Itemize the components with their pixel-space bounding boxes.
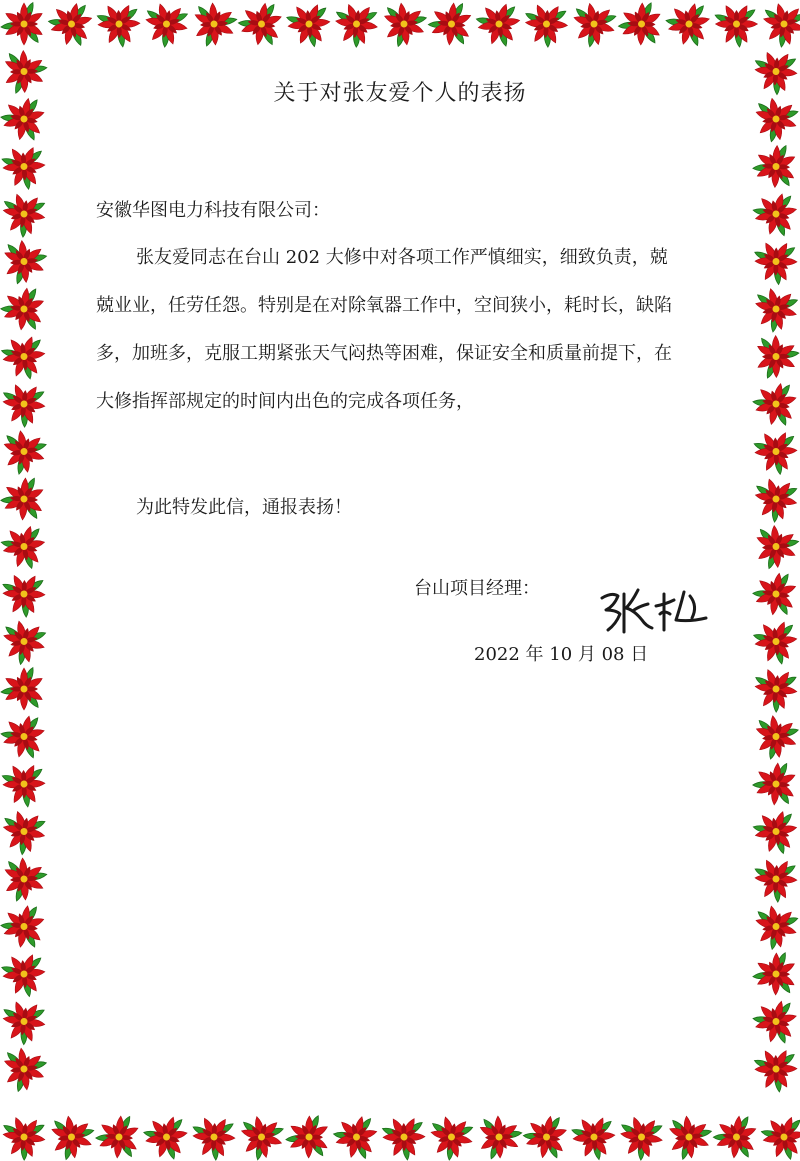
poinsettia-flower (753, 0, 800, 53)
poinsettia-flower (0, 230, 54, 290)
poinsettia-flower (745, 467, 800, 528)
poinsettia-flower (0, 753, 52, 811)
poinsettia-flower (748, 186, 800, 240)
poinsettia-flower (755, 1108, 800, 1161)
poinsettia-flower (470, 0, 525, 51)
poinsettia-flower (1, 667, 44, 710)
poinsettia-flower (286, 1114, 330, 1158)
poinsettia-flower (746, 1038, 800, 1097)
poinsettia-flower (329, 1109, 382, 1161)
poinsettia-flower (0, 92, 48, 143)
poinsettia-flower (373, 0, 434, 53)
poinsettia-flower (618, 1, 662, 46)
poinsettia-flower (661, 0, 714, 50)
poinsettia-flower (0, 799, 54, 860)
poinsettia-flower (610, 1105, 671, 1161)
poinsettia-flower (751, 760, 798, 807)
handwritten-signature (594, 580, 714, 640)
poinsettia-flower (747, 612, 800, 669)
poinsettia-flower (745, 894, 800, 955)
poinsettia-flower (235, 0, 285, 48)
poinsettia-flower (749, 377, 800, 429)
poinsettia-flower (746, 421, 800, 479)
poinsettia-flower (0, 327, 51, 383)
poinsettia-flower (279, 0, 336, 51)
poinsettia-flower (746, 325, 800, 384)
poinsettia-flower (745, 230, 800, 289)
poinsettia-flower (0, 900, 48, 950)
body-paragraph: 张友爱同志在台山 202 大修中对各项工作严慎细实，细致负责，兢兢业业，任劳任怨。特别是在对除氧器工作中，空间狭小，耗时长，缺陷多，加班多，克服工期紧张天气闷热等困难，保证安全和质量前提下，在大修指挥部规定的时间内出色的完成各项任务， (96, 247, 672, 412)
poinsettia-flower (0, 518, 50, 573)
poinsettia-flower (94, 1113, 141, 1160)
poinsettia-flower (41, 1105, 102, 1161)
date-line: 2022 年 10 月 08 日 (474, 644, 649, 665)
poinsettia-flower (0, 419, 54, 480)
poinsettia-flower (184, 0, 244, 52)
poinsettia-flower (0, 136, 52, 194)
poinsettia-flower (0, 944, 51, 1001)
signature-label: 台山项目经理： (414, 578, 540, 599)
poinsettia-flower (745, 87, 800, 148)
poinsettia-flower (0, 847, 54, 907)
poinsettia-flower (89, 0, 147, 52)
letter-content (48, 48, 752, 1113)
poinsettia-flower (230, 1105, 291, 1161)
poinsettia-flower (747, 803, 800, 858)
poinsettia-flower (746, 515, 800, 575)
poinsettia-flower (564, 1107, 621, 1161)
closing-paragraph: 为此特发此信，通报表扬！ (136, 497, 352, 518)
poinsettia-flower (745, 40, 800, 100)
poinsettia-flower (752, 143, 797, 189)
poinsettia-flower (0, 372, 53, 432)
poinsettia-flower (0, 475, 45, 521)
poinsettia-flower (0, 1037, 54, 1098)
poinsettia-flower (1, 2, 44, 45)
poinsettia-flower (0, 990, 53, 1051)
recipient-line: 安徽华图电力科技有限公司： (96, 200, 330, 221)
poinsettia-flower (325, 0, 386, 53)
poinsettia-flower (138, 1108, 193, 1161)
poinsettia-flower (658, 1105, 718, 1161)
poinsettia-flower (750, 568, 799, 618)
poinsettia-flower (183, 1106, 243, 1161)
poinsettia-flower (426, 0, 473, 47)
poinsettia-flower (0, 284, 47, 333)
poinsettia-flower (374, 1106, 433, 1161)
poinsettia-flower (748, 994, 800, 1047)
poinsettia-flower (745, 705, 800, 766)
poinsettia-flower (469, 1106, 529, 1161)
poinsettia-flower (0, 563, 53, 623)
poinsettia-flower (516, 0, 576, 53)
poinsettia-flower (44, 0, 96, 49)
poinsettia-flower (0, 609, 54, 670)
poinsettia-flower (0, 709, 49, 761)
poinsettia-flower (0, 1105, 53, 1161)
poinsettia-flower (753, 951, 797, 995)
poinsettia-flower (745, 848, 800, 908)
poinsettia-flower (745, 277, 800, 338)
poinsettia-flower (520, 1111, 570, 1161)
poinsettia-flower (563, 0, 624, 53)
letter-title: 关于对张友爱个人的表扬 (273, 81, 527, 106)
poinsettia-flower (0, 40, 54, 99)
poinsettia-flower (745, 657, 800, 717)
poinsettia-flower (711, 1112, 759, 1160)
poinsettia-flower (706, 0, 765, 52)
poinsettia-flower (135, 0, 196, 53)
poinsettia-flower (420, 1105, 481, 1161)
poinsettia-flower (0, 182, 54, 243)
